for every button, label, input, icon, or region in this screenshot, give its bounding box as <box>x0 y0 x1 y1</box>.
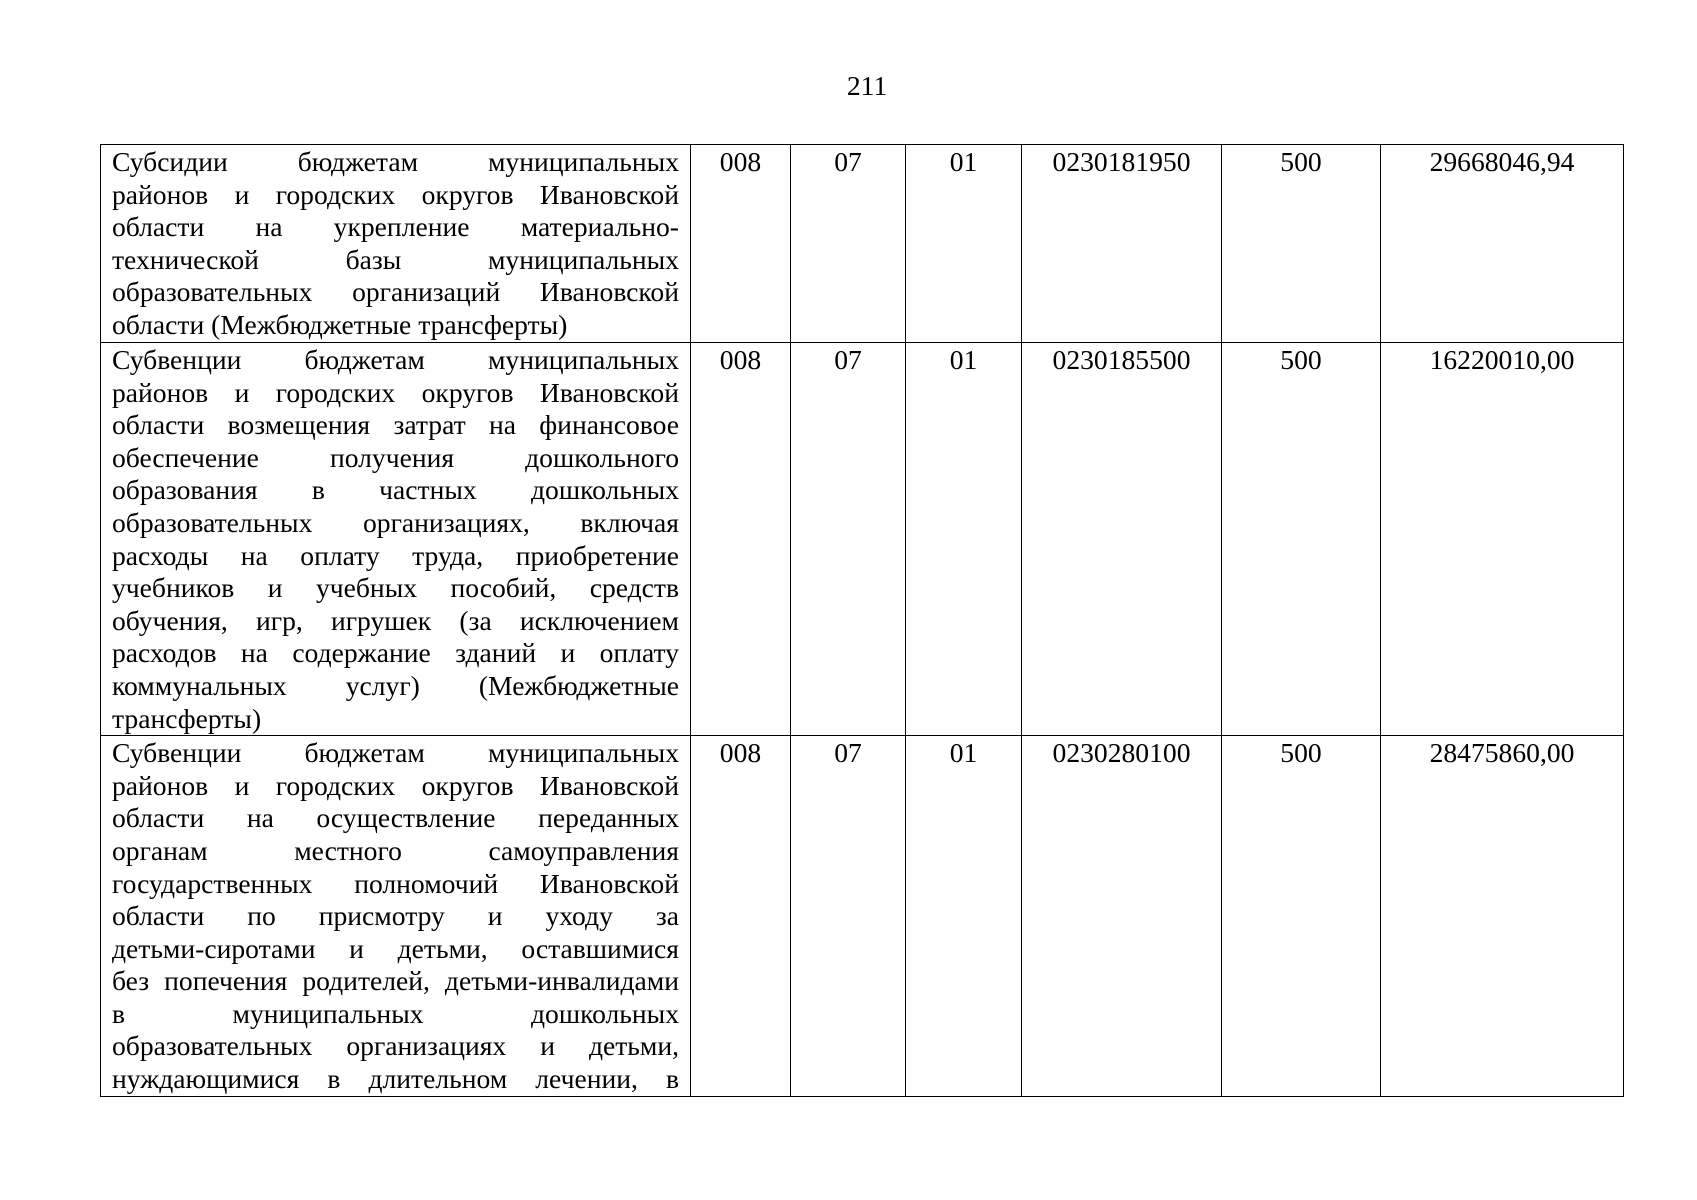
amount-cell: 29668046,94 <box>1381 145 1624 343</box>
description-line: обучения, игр, игрушек (за исключением <box>112 604 679 636</box>
table-row <box>101 736 1624 1097</box>
description-line: органам местного самоуправления <box>112 834 679 866</box>
ministry-code-cell: 008 <box>691 736 791 1097</box>
description-line: районов и городских округов Ивановской <box>112 376 679 408</box>
page-number: 211 <box>846 70 888 101</box>
description-line: районов и городских округов Ивановской <box>112 178 679 210</box>
description-line: технической базы муниципальных <box>112 243 679 275</box>
description-line: Субвенции бюджетам муниципальных <box>112 344 679 375</box>
subsection-cell: 01 <box>906 343 1022 736</box>
expense-type-cell: 500 <box>1222 145 1381 343</box>
expense-type-cell: 500 <box>1222 343 1381 736</box>
description-line: Субвенции бюджетам муниципальных <box>112 737 679 769</box>
description-line: расходы на оплату труда, приобретение <box>112 539 679 571</box>
description-line: государственных полномочий Ивановской <box>112 867 679 899</box>
subsection-cell: 01 <box>906 145 1022 343</box>
description-line: детьми-сиротами и детьми, оставшимися <box>112 932 679 964</box>
budget-table <box>100 144 1624 1097</box>
description-line: районов и городских округов Ивановской <box>112 769 679 801</box>
description-line: области возмещения затрат на финансовое <box>112 409 679 441</box>
amount-cell: 28475860,00 <box>1381 736 1624 1097</box>
description-line: области (Межбюджетные трансферты) <box>112 308 568 340</box>
description-line: без попечения родителей, детьми-инвалидами <box>112 965 679 997</box>
description-line: обеспечение получения дошкольного <box>112 441 679 473</box>
description-line: области на осуществление переданных <box>112 802 679 834</box>
description-line: коммунальных услуг) (Межбюджетные <box>112 669 679 701</box>
section-cell: 07 <box>791 343 906 736</box>
description-cell <box>101 145 691 343</box>
description-line: нуждающимися в длительном лечении, в <box>112 1063 679 1095</box>
description-line: области по присмотру и уходу за <box>112 900 679 932</box>
description-line: учебников и учебных пособий, средств <box>112 572 679 604</box>
table-row <box>101 343 1624 736</box>
ministry-code-cell: 008 <box>691 343 791 736</box>
description-cell <box>101 343 691 736</box>
table-row <box>101 145 1624 343</box>
description-line: образования в частных дошкольных <box>112 474 679 506</box>
amount-cell: 16220010,00 <box>1381 343 1624 736</box>
description-line: области на укрепление материально- <box>112 211 679 243</box>
subsection-cell: 01 <box>906 736 1022 1097</box>
description-line: расходов на содержание зданий и оплату <box>112 637 679 669</box>
expense-type-cell: 500 <box>1222 736 1381 1097</box>
description-line: образовательных организациях и детьми, <box>112 1030 679 1062</box>
description-line: трансферты) <box>112 702 262 734</box>
target-item-cell: 0230185500 <box>1022 343 1222 736</box>
ministry-code-cell: 008 <box>691 145 791 343</box>
description-line: образовательных организациях, включая <box>112 506 679 538</box>
target-item-cell: 0230181950 <box>1022 145 1222 343</box>
description-line: в муниципальных дошкольных <box>112 997 679 1029</box>
section-cell: 07 <box>791 145 906 343</box>
description-line: Субсидии бюджетам муниципальных <box>112 146 679 177</box>
section-cell: 07 <box>791 736 906 1097</box>
description-cell <box>101 736 691 1097</box>
target-item-cell: 0230280100 <box>1022 736 1222 1097</box>
description-line: образовательных организаций Ивановской <box>112 276 679 308</box>
